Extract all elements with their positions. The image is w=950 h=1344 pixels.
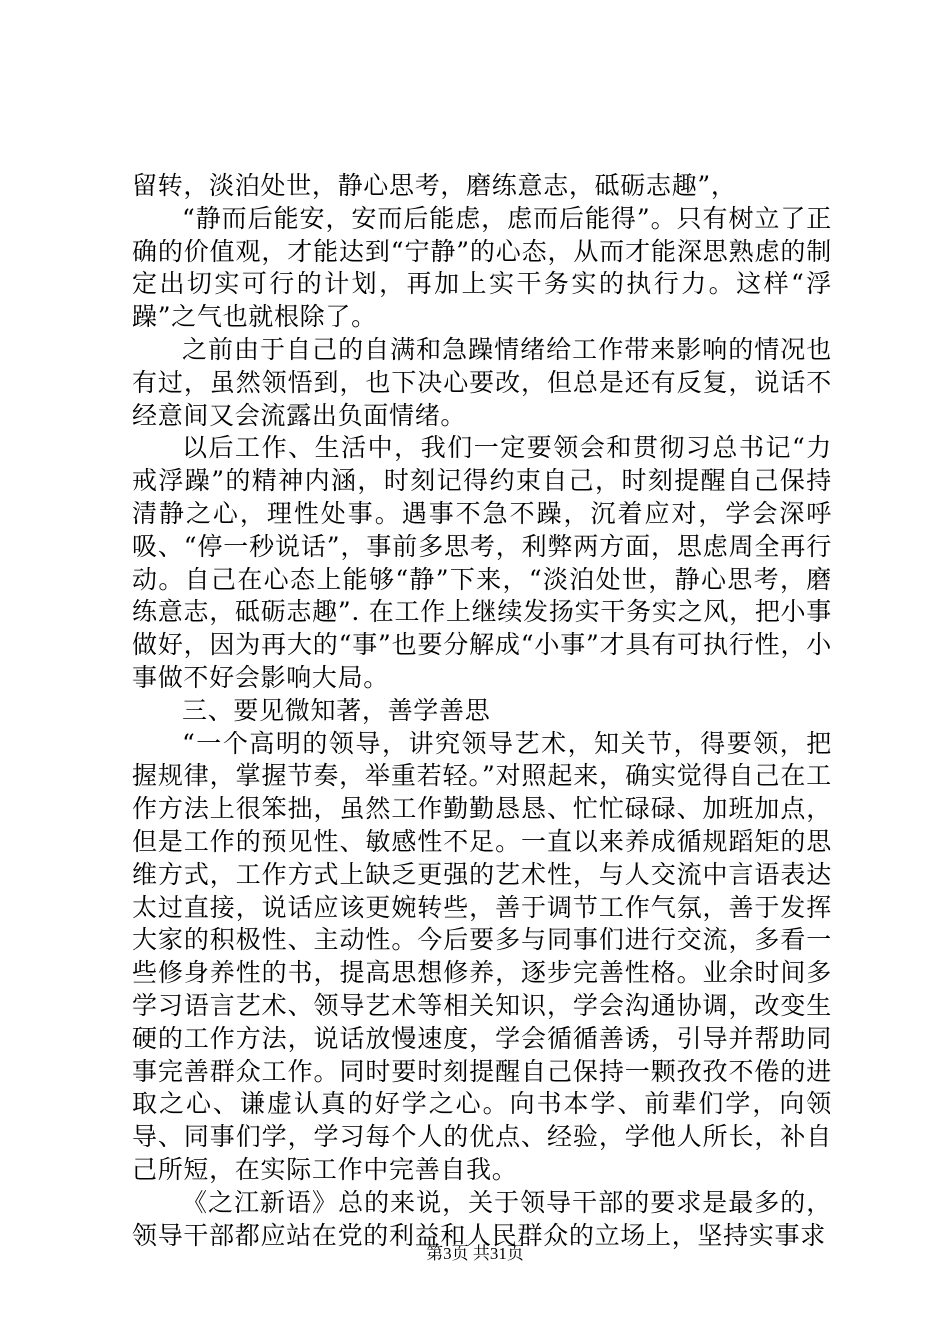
paragraph-1: 留转，淡泊处世，静心思考，磨练意志，砥砺志趣”， — [132, 171, 737, 200]
section-heading: 三、要见微知著，善学善思 — [182, 695, 491, 725]
paragraph-3: 之前由于自己的自满和急躁情绪给工作带来影响的情况也有过，虽然领悟到，也下决心要改，但总是还有反复，说话不经意间又会流露出负面情绪。 — [132, 334, 832, 430]
paragraph-2: “静而后能安，安而后能虑，虑而后能得”。只有树立了正确的价值观，才能达到“宁静”的心态，从而才能深思熟虑的制定出切实可行的计划，再加上实干务实的执行力。这样“浮躁”之气也就根除了。 — [132, 203, 832, 332]
document-body — [132, 170, 832, 1252]
paragraph-5: “一个高明的领导，讲究领导艺术，知关节，得要领，把握规律，掌握节奏，举重若轻。”对照起来，确实觉得自己在工作方法上很笨拙，虽然工作勤勤恳恳、忙忙碌碌、加班加点，但是工作的预见性、敏感性不足。一直以来养成循规蹈矩的思维方式，工作方式上缺乏更强的艺术性，与人交流中言语表达太过直接，说话应该更婉转些，善于调节工作气氛，善于发挥大家的积极性、主动性。今后要多与同事们进行交流，多看一些修身养性的书，提高思想修养，逐步完善性格。业余时间多学习语言艺术、领导艺术等相关知识，学会沟通协调，改变生硬的工作方法，说话放慢速度，学会循循善诱，引导并帮助同事完善群众工作。同时要时刻提醒自己保持一颗孜孜不倦的进取之心、谦虚认真的好学之心。向书本学、前辈们学，向领导、同事们学，学习每个人的优点、经验，学他人所长，补自己所短，在实际工作中完善自我。 — [132, 728, 832, 1184]
paragraph-6: 《之江新语》总的来说，关于领导干部的要求是最多的，领导干部都应站在党的利益和人民群众的立场上，坚持实事求 — [132, 1187, 832, 1250]
page-footer: 第3页 共31页 — [426, 1244, 524, 1263]
paragraph-4: 以后工作、生活中，我们一定要领会和贯彻习总书记“力戒浮躁”的精神内涵，时刻记得约束自己，时刻提醒自己保持清静之心，理性处事。遇事不急不躁，沉着应对，学会深呼吸、“停一秒说话”，事前多思考，利弊两方面，思虑周全再行动。自己在心态上能够“静”下来，“淡泊处世，静心思考，磨练意志，砥砺志趣”. 在工作上继续发扬实干务实之风，把小事做好，因为再大的“事”也要分解成“小事”才具有可执行性，小事做不好会影响大局。 — [132, 433, 832, 692]
